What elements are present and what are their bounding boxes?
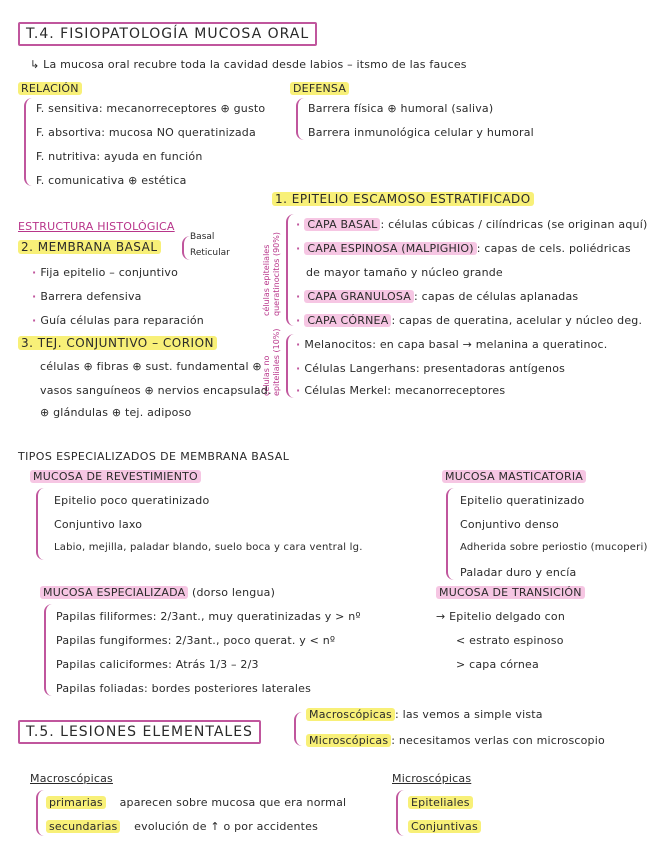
t4-title-text: T.4. FISIOPATOLOGÍA MUCOSA ORAL [26,26,310,42]
side-label-queratinocitos: queratinocitos (90%) [272,232,281,316]
especializada-title: MUCOSA ESPECIALIZADA (dorso lengua) [40,586,275,599]
no-epitelial-item: · Células Merkel: mecanorreceptores [296,384,506,397]
masticatoria-brace [446,488,454,580]
t4-title [18,22,317,46]
especializada-brace [44,604,52,696]
t5-title [18,720,261,744]
especializada-item: Papilas foliadas: bordes posteriores laterales [56,682,312,695]
revestimiento-item: Conjuntivo laxo [54,518,143,531]
no-epitelial-item: · Células Langerhans: presentadoras antígenos [296,362,566,375]
tejido-title: 3. TEJ. CONJUNTIVO – CORION [18,336,217,350]
relacion-item: F. nutritiva: ayuda en función [36,150,203,163]
side-label-no-epiteliales-2: epiteliales (10%) [272,328,281,396]
masticatoria-item: Adherida sobre periostio (mucoperi) [460,542,648,553]
transicion-item: → Epitelio delgado con [436,610,566,623]
tejido-line: vasos sanguíneos ⊕ nervios encapsulad. [40,384,272,397]
t5-title-text: T.5. LESIONES ELEMENTALES [26,724,253,740]
capa-espinosa: · CAPA ESPINOSA (MALPIGHIO) : capas de cels. poliédricas [296,242,631,255]
membrana-item: · Fija epitelio – conjuntivo [32,266,179,279]
transicion-item: < estrato espinoso [456,634,564,647]
no-epiteliales-brace [286,334,294,398]
capas-brace [286,214,294,326]
tejido-line: células ⊕ fibras ⊕ sust. fundamental ⊕ [40,360,262,373]
relacion-item: F. comunicativa ⊕ estética [36,174,187,187]
revestimiento-item: Labio, mejilla, paladar blando, suelo boca y cara ventral lg. [54,542,363,553]
macroscopicas-item: primarias aparecen sobre mucosa que era normal [46,796,346,809]
macroscopicas-brace [36,790,44,836]
defensa-item: Barrera física ⊕ humoral (saliva) [308,102,494,115]
epitelio-title: 1. EPITELIO ESCAMOSO ESTRATIFICADO [272,192,534,206]
microscopicas-item: Epiteliales [408,796,473,809]
revestimiento-item: Epitelio poco queratinizado [54,494,210,507]
side-label-no-epiteliales-1: células no [262,355,271,396]
capa-basal: · CAPA BASAL : células cúbicas / cilíndricas (se originan aquí) [296,218,648,231]
defensa-brace [296,98,304,140]
revestimiento-brace [36,488,44,560]
microscopicas-heading: Microscópicas [392,772,472,785]
membrana-sub-reticular: Reticular [190,248,230,258]
t5-brace [294,712,302,746]
microscopicas-item: Conjuntivas [408,820,481,833]
defensa-heading: DEFENSA [290,82,349,95]
membrana-title: 2. MEMBRANA BASAL [18,240,161,254]
transicion-item: > capa córnea [456,658,539,671]
microscopicas-brace [396,790,404,836]
membrana-item: · Barrera defensiva [32,290,142,303]
masticatoria-item: Paladar duro y encía [460,566,577,579]
capa-granulosa: · CAPA GRANULOSA : capas de células aplanadas [296,290,579,303]
macroscopicas-item: secundarias evolución de ↑ o por accidentes [46,820,318,833]
t5-micro: Microscópicas : necesitamos verlas con microscopio [306,734,605,747]
defensa-item: Barrera inmunológica celular y humoral [308,126,534,139]
capa-cornea: · CAPA CÓRNEA : capas de queratina, acelular y núcleo deg. [296,314,643,327]
masticatoria-item: Epitelio queratinizado [460,494,585,507]
especializada-item: Papilas fungiformes: 2/3ant., poco querat. y < nº [56,634,336,647]
intro-line: ↳ La mucosa oral recubre toda la cavidad desde labios – itsmo de las fauces [30,58,467,71]
estructura-heading: ESTRUCTURA HISTOLÓGICA [18,220,175,233]
relacion-brace [24,98,32,186]
side-label-epiteliales: células epiteliales [262,244,271,316]
revestimiento-title: MUCOSA DE REVESTIMIENTO [30,470,201,483]
relacion-item: F. absortiva: mucosa NO queratinizada [36,126,256,139]
no-epitelial-item: · Melanocitos: en capa basal → melanina a queratinoc. [296,338,608,351]
tejido-line: ⊕ glándulas ⊕ tej. adiposo [40,406,192,419]
membrana-sub-basal: Basal [190,232,215,242]
masticatoria-item: Conjuntivo denso [460,518,559,531]
macroscopicas-heading: Macroscópicas [30,772,113,785]
transicion-title: MUCOSA DE TRANSICIÓN [436,586,585,599]
tipos-heading: TIPOS ESPECIALIZADOS DE MEMBRANA BASAL [18,450,290,463]
membrana-item: · Guía células para reparación [32,314,204,327]
especializada-item: Papilas filiformes: 2/3ant., muy queratinizadas y > nº [56,610,361,623]
t5-macro: Macroscópicas : las vemos a simple vista [306,708,543,721]
masticatoria-title: MUCOSA MASTICATORIA [442,470,586,483]
capa-espinosa-cont: de mayor tamaño y núcleo grande [306,266,503,279]
relacion-heading: RELACIÓN [18,82,82,95]
especializada-item: Papilas caliciformes: Atrás 1/3 – 2/3 [56,658,259,671]
membrana-brace [182,236,190,260]
relacion-item: F. sensitiva: mecanorreceptores ⊕ gusto [36,102,266,115]
